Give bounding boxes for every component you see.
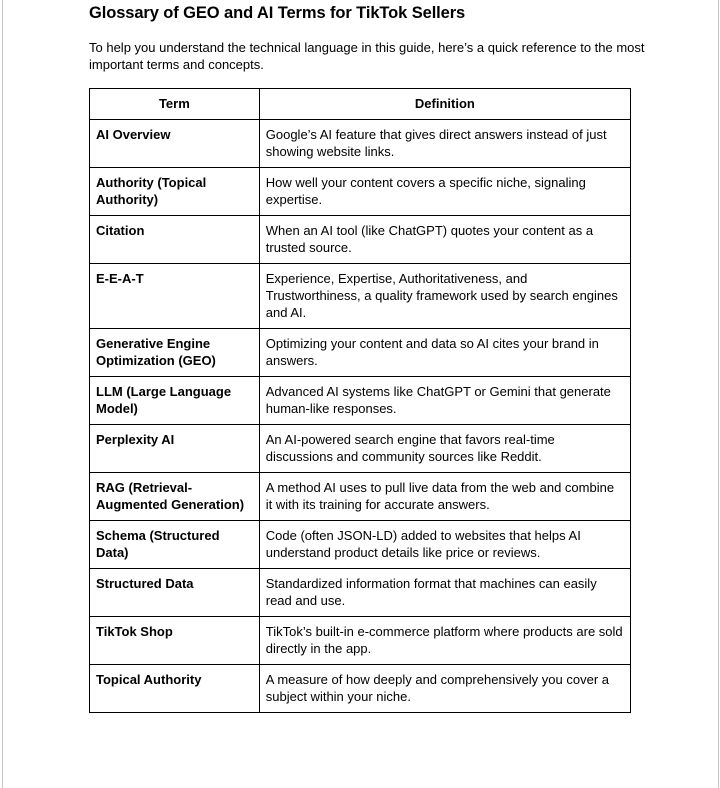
table-row — [90, 329, 631, 377]
term-cell: Structured Data — [90, 569, 260, 617]
term-cell: E-E-A-T — [90, 264, 260, 329]
column-header-definition: Definition — [259, 89, 630, 120]
term-cell: Authority (Topical Authority) — [90, 168, 260, 216]
definition-cell: A measure of how deeply and comprehensively you cover a subject within your niche. — [259, 665, 630, 713]
definition-cell: An AI-powered search engine that favors real-time discussions and community sources like Reddit. — [259, 425, 630, 473]
table-row — [90, 377, 631, 425]
table-row — [90, 425, 631, 473]
table-row — [90, 473, 631, 521]
definition-cell: Advanced AI systems like ChatGPT or Gemini that generate human-like responses. — [259, 377, 630, 425]
glossary-table — [89, 88, 631, 713]
term-cell: Generative Engine Optimization (GEO) — [90, 329, 260, 377]
table-row — [90, 617, 631, 665]
definition-cell: Standardized information format that machines can easily read and use. — [259, 569, 630, 617]
term-cell: Topical Authority — [90, 665, 260, 713]
table-row — [90, 216, 631, 264]
term-cell: LLM (Large Language Model) — [90, 377, 260, 425]
document-title: Glossary of GEO and AI Terms for TikTok Sellers — [89, 4, 466, 22]
table-row — [90, 569, 631, 617]
term-cell: AI Overview — [90, 120, 260, 168]
definition-cell: Code (often JSON-LD) added to websites that helps AI understand product details like price or reviews. — [259, 521, 630, 569]
definition-cell: A method AI uses to pull live data from the web and combine it with its training for accurate answers. — [259, 473, 630, 521]
table-row — [90, 168, 631, 216]
table-row — [90, 264, 631, 329]
column-header-term: Term — [90, 89, 260, 120]
definition-cell: TikTok’s built-in e-commerce platform where products are sold directly in the app. — [259, 617, 630, 665]
table-row — [90, 521, 631, 569]
definition-cell: When an AI tool (like ChatGPT) quotes your content as a trusted source. — [259, 216, 630, 264]
definition-cell: Google’s AI feature that gives direct answers instead of just showing website links. — [259, 120, 630, 168]
term-cell: RAG (Retrieval-Augmented Generation) — [90, 473, 260, 521]
definition-cell: Optimizing your content and data so AI cites your brand in answers. — [259, 329, 630, 377]
term-cell: Perplexity AI — [90, 425, 260, 473]
term-cell: Citation — [90, 216, 260, 264]
definition-cell: How well your content covers a specific niche, signaling expertise. — [259, 168, 630, 216]
table-row — [90, 120, 631, 168]
table-row — [90, 665, 631, 713]
term-cell: TikTok Shop — [90, 617, 260, 665]
table-header-row — [90, 89, 631, 120]
term-cell: Schema (Structured Data) — [90, 521, 260, 569]
definition-cell: Experience, Expertise, Authoritativeness, and Trustworthiness, a quality framework used by search engines and AI. — [259, 264, 630, 329]
intro-paragraph: To help you understand the technical language in this guide, here’s a quick reference to the most important terms and concepts. — [89, 40, 645, 72]
